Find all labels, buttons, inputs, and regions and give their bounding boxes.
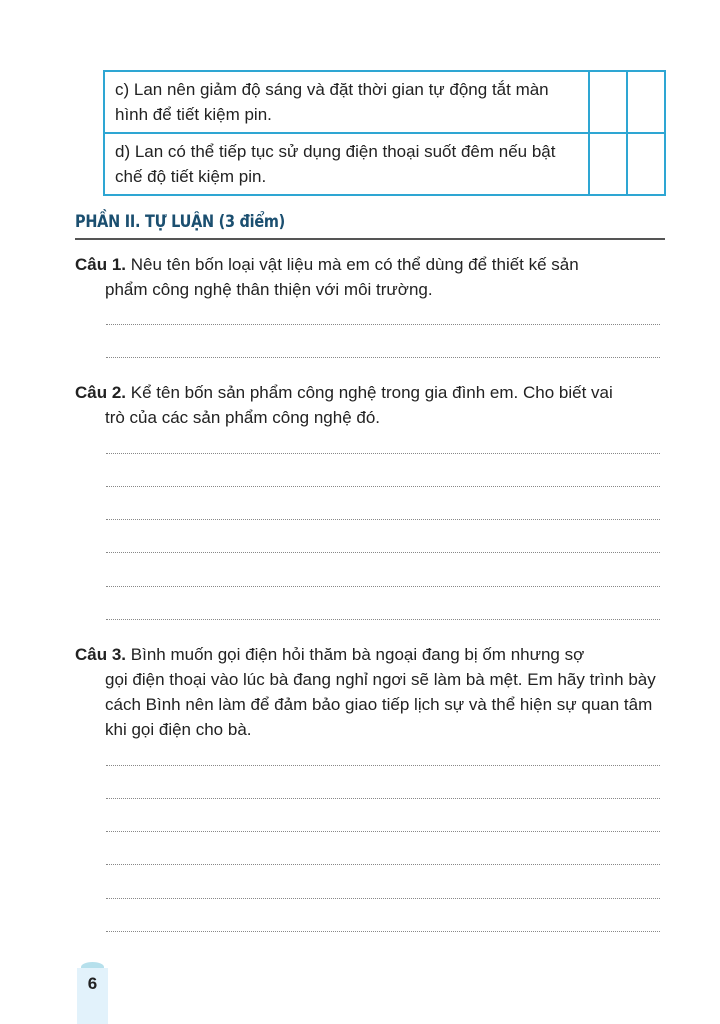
question-2 — [75, 380, 670, 430]
answer-line[interactable] — [106, 765, 660, 766]
answer-line[interactable] — [106, 486, 660, 487]
false-checkbox-cell[interactable] — [627, 71, 665, 133]
question-3 — [75, 642, 670, 742]
question-text: Bình muốn gọi điện hỏi thăm bà ngoại đang bị ốm nhưng sợ — [130, 645, 585, 664]
answer-line[interactable] — [106, 864, 660, 865]
question-1 — [75, 252, 670, 302]
true-checkbox-cell[interactable] — [589, 71, 627, 133]
question-text-cont: gọi điện thoại vào lúc bà đang nghỉ ngơi sẽ làm bà mệt. Em hãy trình bày cách Bình nên làm để đảm bảo giao tiếp lịch sự và thể hiện sự quan tâm khi gọi điện cho bà. — [105, 670, 656, 739]
true-checkbox-cell[interactable] — [589, 133, 627, 195]
answer-line[interactable] — [106, 324, 660, 325]
answer-line[interactable] — [106, 519, 660, 520]
answer-line[interactable] — [106, 357, 660, 358]
page-number: 6 — [87, 974, 98, 993]
question-text: Kể tên bốn sản phẩm công nghệ trong gia đình em. Cho biết vai — [130, 383, 613, 402]
true-false-table — [103, 70, 666, 196]
answer-line[interactable] — [106, 586, 660, 587]
question-text-cont: phẩm công nghệ thân thiện với môi trường. — [105, 280, 433, 299]
heading-divider — [75, 238, 665, 240]
answer-line[interactable] — [106, 798, 660, 799]
table-row — [104, 71, 665, 133]
false-checkbox-cell[interactable] — [627, 133, 665, 195]
question-label: Câu 2. — [75, 383, 127, 402]
answer-line[interactable] — [106, 898, 660, 899]
statement-c: c) Lan nên giảm độ sáng và đặt thời gian tự động tắt màn hình để tiết kiệm pin. — [104, 71, 589, 133]
section-heading: PHẦN II. TỰ LUẬN (3 điểm) — [75, 212, 286, 232]
table-row — [104, 133, 665, 195]
question-label: Câu 3. — [75, 645, 127, 664]
question-label: Câu 1. — [75, 255, 127, 274]
answer-line[interactable] — [106, 453, 660, 454]
answer-line[interactable] — [106, 931, 660, 932]
answer-line[interactable] — [106, 831, 660, 832]
answer-line[interactable] — [106, 619, 660, 620]
question-text-cont: trò của các sản phẩm công nghệ đó. — [105, 408, 381, 427]
answer-line[interactable] — [106, 552, 660, 553]
question-text: Nêu tên bốn loại vật liệu mà em có thể dùng để thiết kế sản — [130, 255, 579, 274]
statement-d: d) Lan có thể tiếp tục sử dụng điện thoại suốt đêm nếu bật chế độ tiết kiệm pin. — [104, 133, 589, 195]
